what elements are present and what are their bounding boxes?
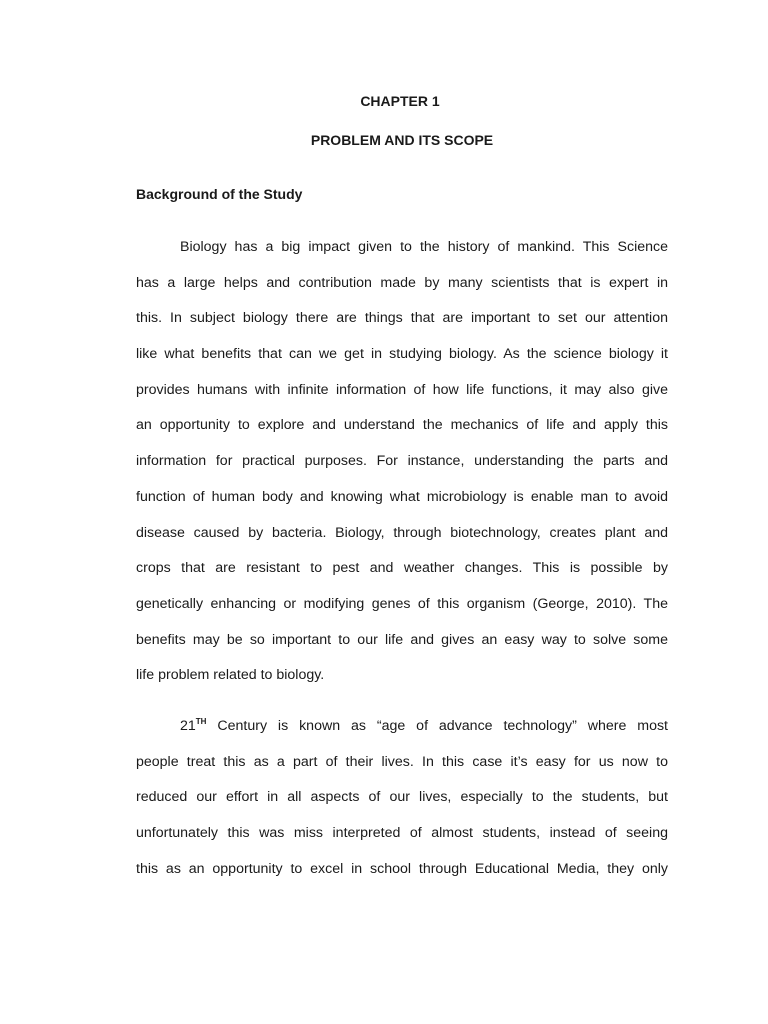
paragraph-line: this. In subject biology there are things that are important to set our attention [136,310,668,327]
ordinal-superscript: TH [195,717,207,726]
paragraph-line: provides humans with infinite information of how life functions, it may also give [136,381,668,398]
paragraph-1 [136,230,668,694]
paragraph-2 [136,709,668,887]
paragraph-line: an opportunity to explore and understand the mechanics of life and apply this [136,417,668,434]
paragraph-line: crops that are resistant to pest and weather changes. This is possible by [136,560,668,577]
paragraph-line: benefits may be so important to our life and gives an easy way to solve some [136,631,668,648]
paragraph-first-line-text: Century is known as “age of advance technology” where most [206,718,668,734]
paragraph-line: reduced our effort in all aspects of our lives, especially to the students, but [136,789,668,806]
paragraph-line: like what benefits that can we get in studying biology. As the science biology it [136,346,668,363]
chapter-title: CHAPTER 1 [360,93,440,109]
section-heading: Background of the Study [136,186,303,202]
paragraph-line: Biology has a big impact given to the history of mankind. This Science [180,239,668,255]
paragraph-line: disease caused by bacteria. Biology, through biotechnology, creates plant and [136,524,668,541]
paragraph-line: life problem related to biology. [136,667,325,684]
paragraph-line: unfortunately this was miss interpreted of almost students, instead of seeing [136,825,668,842]
paragraph-line: has a large helps and contribution made by many scientists that is expert in [136,274,668,291]
paragraph-line: this as an opportunity to excel in school through Educational Media, they only [136,860,668,877]
paragraph-line: genetically enhancing or modifying genes of this organism (George, 2010). The [136,595,668,612]
paragraph-line: function of human body and knowing what microbiology is enable man to avoid [136,488,668,505]
paragraph-line: information for practical purposes. For instance, understanding the parts and [136,453,668,470]
paragraph-first-line [136,709,668,745]
century-number: 21 [180,718,196,734]
paragraph-line: people treat this as a part of their lives. In this case it’s easy for us now to [136,753,668,770]
chapter-subtitle: PROBLEM AND ITS SCOPE [310,132,494,148]
